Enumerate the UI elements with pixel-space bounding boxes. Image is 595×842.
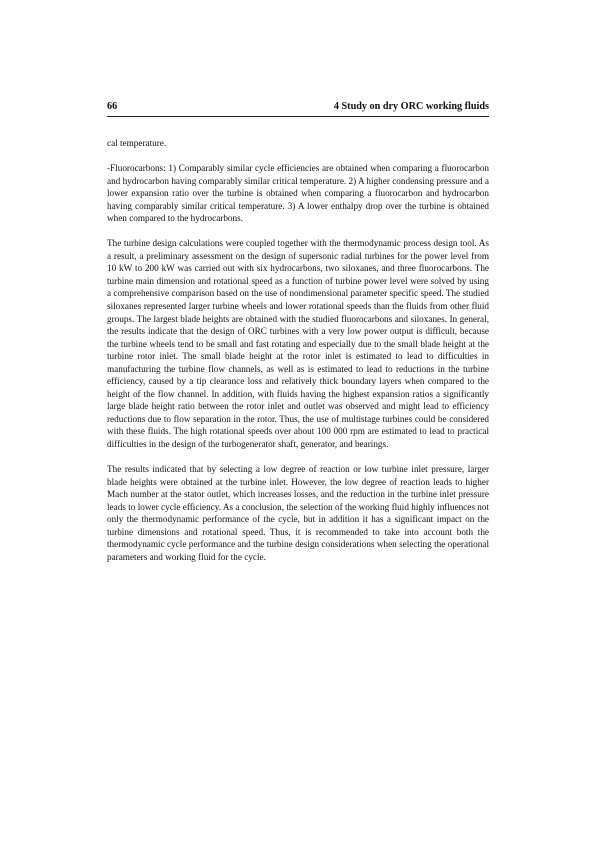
paragraph-turbine-design: The turbine design calculations were coupled together with the thermodynamic process design tool. As a result, a preliminary assessment on the design of supersonic radial turbines for the power level from 10 kW to 200 kW was carried out with six hydrocarbons, two siloxanes, and three fluorocarbons. The turbine main dimension and rotational speed as a function of turbine power level were solved by using a comprehensive comparison based on the use of nondimensional parameter specific speed. The studied siloxanes represented larger turbine wheels and lower rotational speeds than the fluids from other fluid groups. The largest blade heights are obtained with the studied fluorocarbons and siloxanes. In general, the results indicate that the design of ORC turbines with a very low power output is difficult, because the turbine wheels tend to be small and fast rotating and especially due to the small blade height at the turbine rotor inlet. The small blade height at the rotor inlet is estimated to lead to difficulties in manufacturing the turbine flow channels, as well as is estimated to lead to reductions in the turbine efficiency, caused by a tip clearance loss and relatively thick boundary layers when compared to the height of the flow channel. In addition, with fluids having the highest expansion ratios a significantly large blade height ratio between the rotor inlet and outlet was observed and might lead to efficiency reductions due to flow separation in the rotor. Thus, the use of multistage turbines could be considered with these fluids. The high rotational speeds over about 100 000 rpm are estimated to lead to practical difficulties in the design of the turbogenerator shaft, generator, and bearings.: [107, 238, 489, 450]
paragraph-continuation: cal temperature.: [107, 138, 167, 148]
paragraph-conclusion: The results indicated that by selecting a low degree of reaction or low turbine inlet pressure, larger blade heights were obtained at the turbine inlet. However, the low degree of reaction leads to higher Mach number at the stator outlet, which increases losses, and the reduction in the turbine inlet pressure leads to lower cycle efficiency. As a conclusion, the selection of the working fluid highly influences not only the thermodynamic performance of the cycle, but in addition it has a significant impact on the turbine dimensions and rotational speed. Thus, it is recommended to take into account both the thermodynamic cycle performance and the turbine design considerations when selecting the operational parameters and working fluid for the cycle.: [107, 464, 489, 562]
page-number: 66: [107, 101, 118, 112]
running-title: 4 Study on dry ORC working fluids: [333, 101, 489, 112]
paragraph-fluorocarbons: -Fluorocarbons: 1) Comparably similar cycle efficiencies are obtained when comparing a fluorocarbon and hydrocarbon having comparably similar critical temperature. 2) A higher condensing pressure and a lower expansion ratio over the turbine is obtained when comparing a fluorocarbon and hydrocarbon having comparably similar critical temperature. 3) A lower enthalpy drop over the turbine is obtained when compared to the hydrocarbons.: [107, 163, 489, 224]
page-header: [107, 100, 489, 117]
body-text: [107, 137, 489, 576]
